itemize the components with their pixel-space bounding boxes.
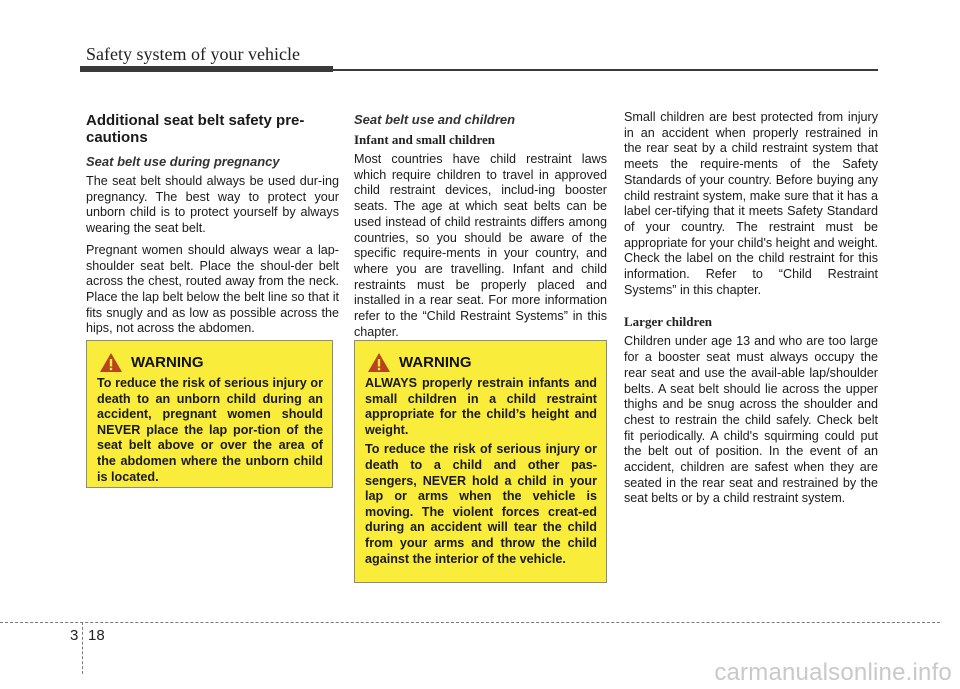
subheading-children: Seat belt use and children (354, 112, 516, 127)
warning-header (97, 351, 323, 373)
paragraph: Most countries have child restraint laws which require children to travel in approved child restraint devices, includ-ing booster seats. The age at which seat belts can be used instead of child restraints differs among countries, so you should be aware of the specific require-ments in your country, and where you are travelling. Infant and child restraints must be properly placed and installed in a rear seat. For more information refer to the “Child Restraint Systems” in this chapter. (354, 152, 607, 339)
subsection-infant: Infant and small children (354, 132, 495, 147)
page-number: 18 (88, 627, 105, 644)
column-2 (354, 112, 607, 346)
paragraph: Small children are best protected from injury in an accident when properly restrained in the rear seat by a child restraint system that meets the require-ments of the Safety Standards of your country. Before buying any child restraint system, make sure that it has a label cer-tifying that it meets Safety Standard of your country. The restraint must be appropriate for your child's height and weight. Check the label on the child restraint for this information. Refer to “Child Restraint Systems” in this chapter. (624, 110, 878, 297)
warning-triangle-icon (367, 352, 391, 373)
subsection-larger-children: Larger children (624, 314, 712, 330)
warning-label: WARNING (131, 353, 204, 371)
warning-header (365, 351, 597, 373)
page-header-title: Safety system of your vehicle (86, 44, 300, 64)
warning-label: WARNING (399, 353, 472, 371)
footer-divider (82, 622, 83, 674)
watermark: carmanualsonline.info (714, 659, 952, 686)
footer-rule (0, 622, 940, 623)
warning-box-children (354, 340, 607, 583)
column-1 (86, 112, 339, 343)
paragraph: Pregnant women should always wear a lap-shoulder seat belt. Place the shoul-der belt across the chest, routed away from the neck. Place the lap belt below the belt line so that it fits snugly and as low as possible across the hips, not across the abdomen. (86, 242, 339, 336)
header-rule-thin (333, 69, 878, 71)
chapter-number: 3 (70, 627, 79, 644)
warning-text: To reduce the risk of serious injury or death to an unborn child during an accident, pregnant women should NEVER place the lap por-tion of the seat belt above or over the area of the abdomen where the unborn child is located. (97, 376, 323, 484)
paragraph: Children under age 13 and who are too large for a booster seat must always occupy the rear seat and use the avail-able lap/shoulder belts. A seat belt should lie across the upper thighs and be snug across the shoulder and chest to restrain the child safely. Check belt fit periodically. A child's squirming could put the belt out of position. In the event of an accident, children are safest when they are seated in the rear seat and restrained by the seat belts or by a child restraint system. (624, 334, 878, 506)
warning-text: ALWAYS properly restrain infants and small children in a child restraint appropriate for the child’s height and weight. (365, 376, 597, 437)
section-heading: Additional seat belt safety pre-cautions (86, 112, 305, 146)
header-rule-thick (80, 66, 333, 72)
warning-text: To reduce the risk of serious injury or death to a child and other pas-sengers, NEVER hold a child in your lap or arms when the vehicle is moving. The violent forces creat-ed during an accident will tear the child from your arms and throw the child against the interior of the vehicle. (365, 442, 597, 566)
column-3 (624, 110, 878, 513)
warning-box-pregnancy (86, 340, 333, 488)
warning-triangle-icon (99, 352, 123, 373)
paragraph: The seat belt should always be used dur-ing pregnancy. The best way to protect your unborn child is to protect yourself by always wearing the seat belt. (86, 174, 339, 236)
subheading-pregnancy: Seat belt use during pregnancy (86, 154, 280, 169)
